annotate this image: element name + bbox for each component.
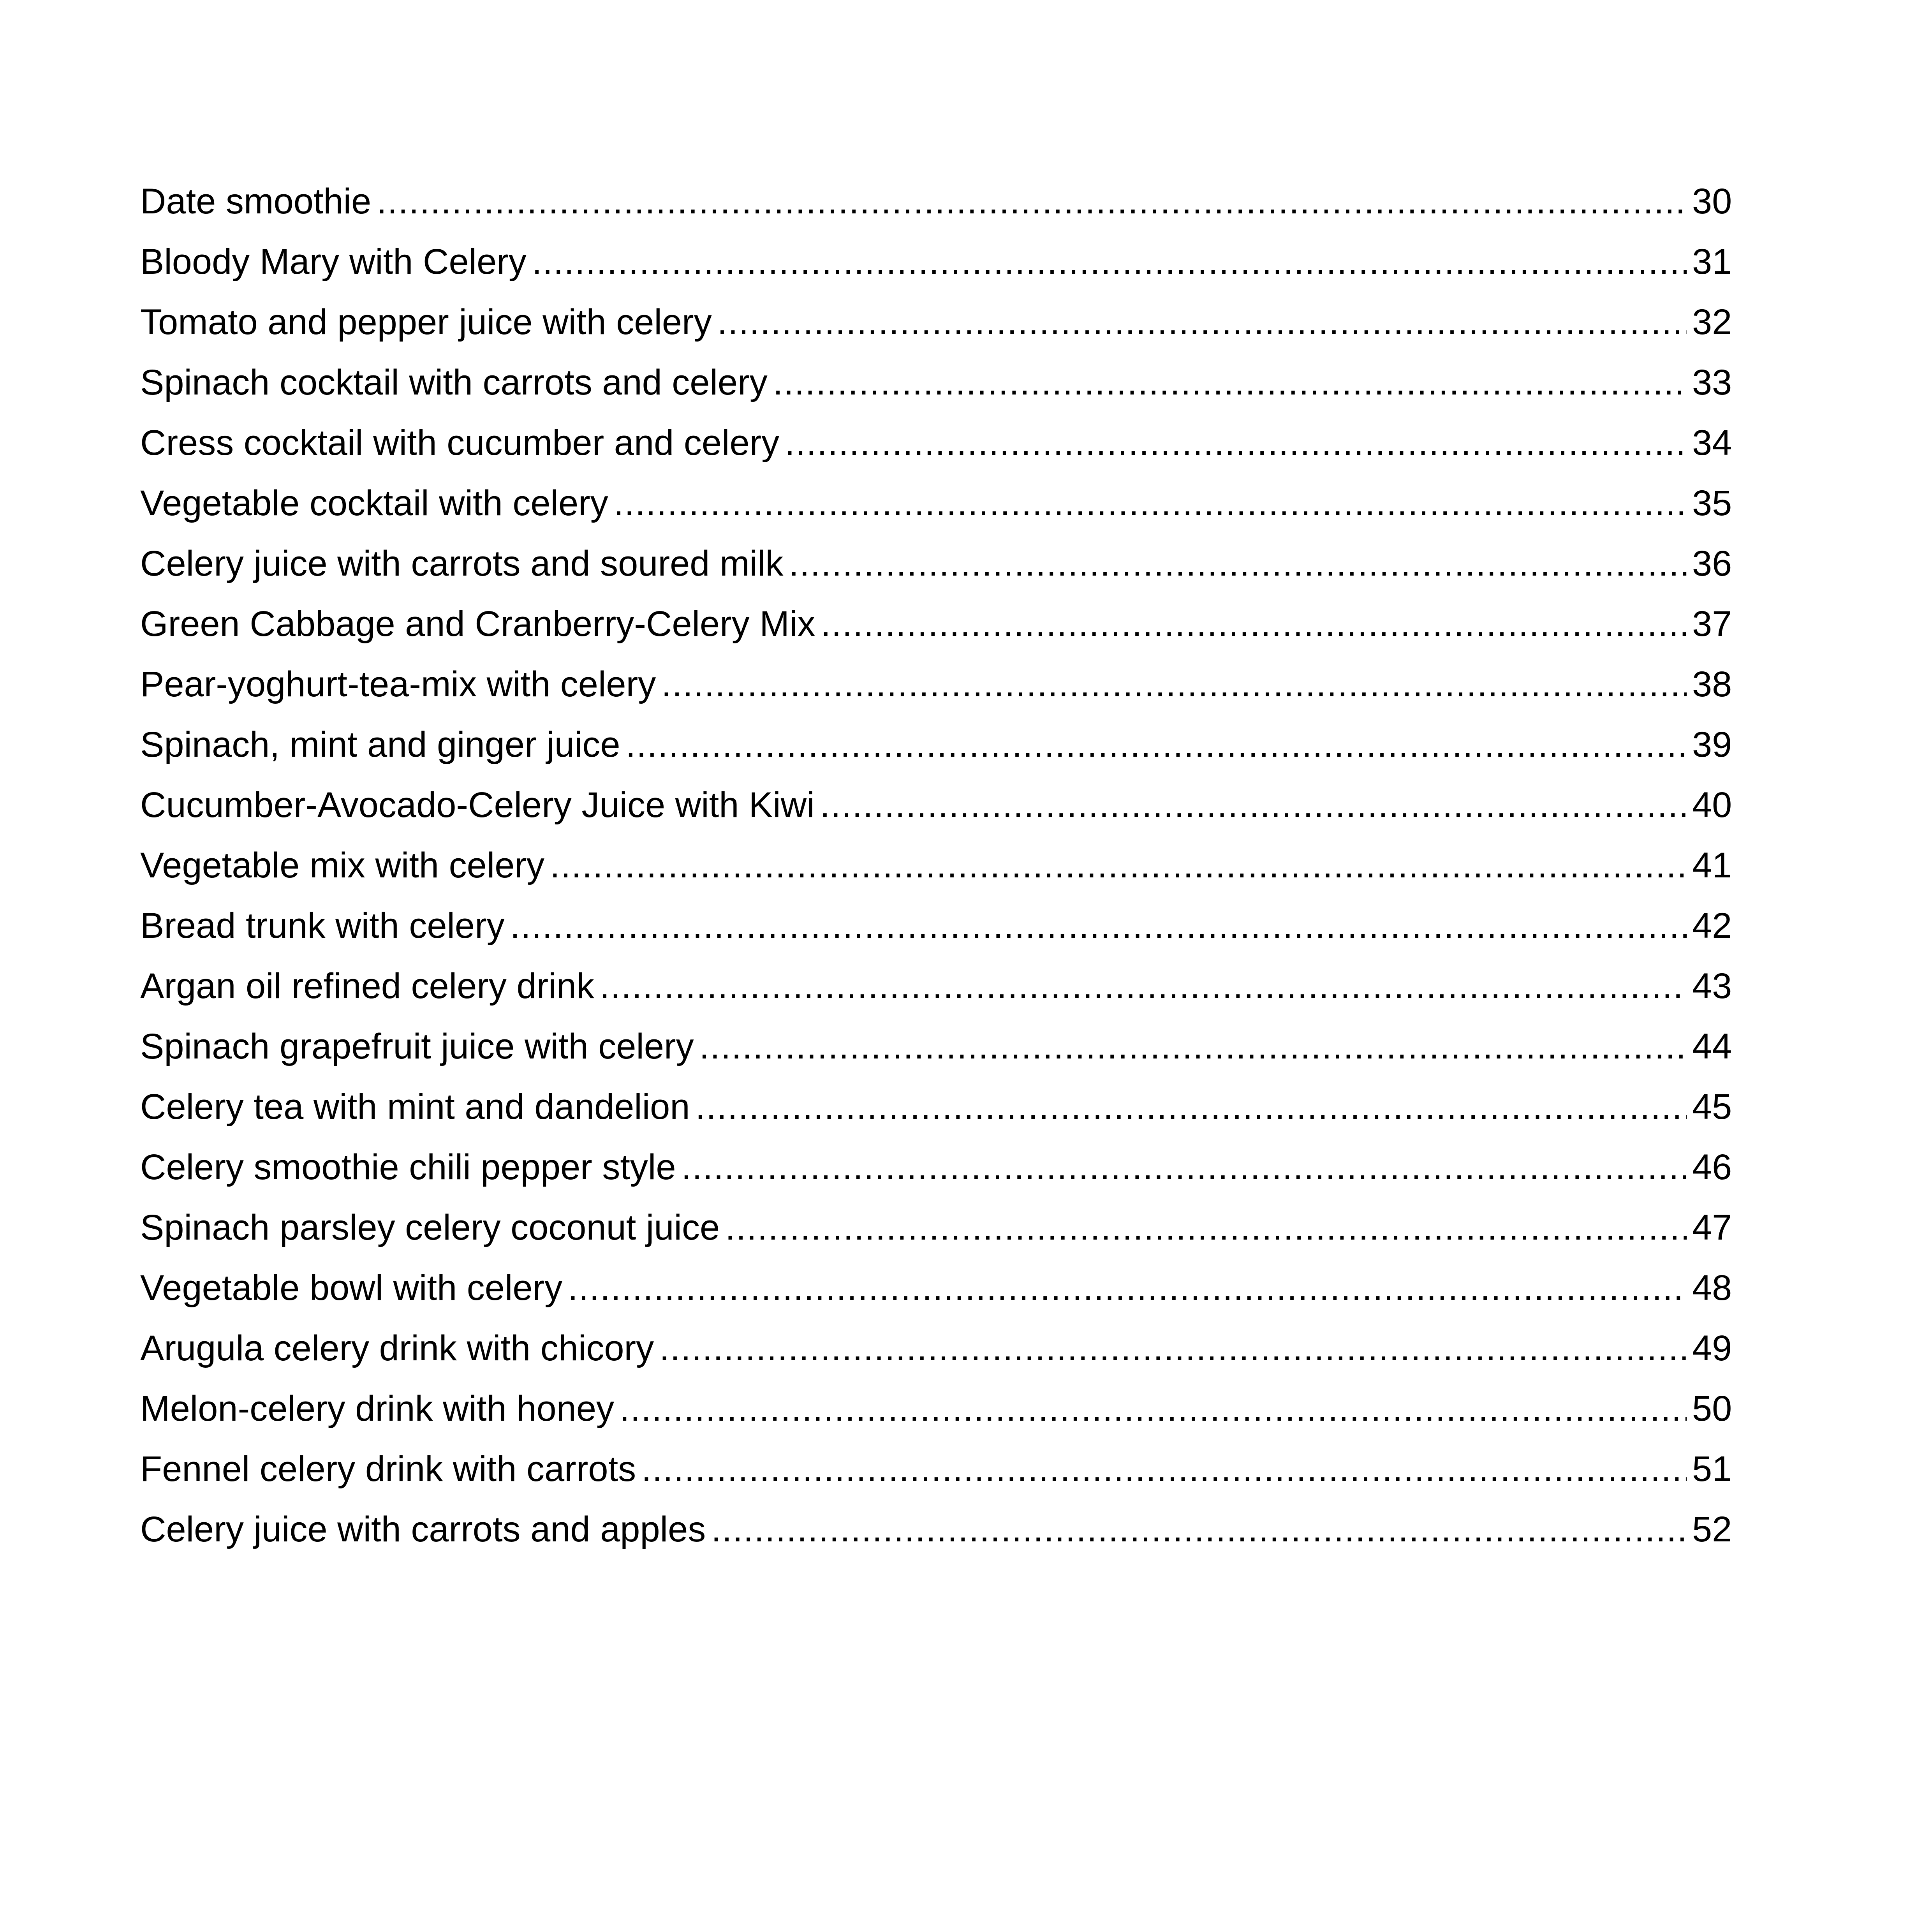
toc-entry-title: Date smoothie: [140, 181, 372, 221]
toc-entry[interactable]: [140, 413, 1733, 473]
toc-entry[interactable]: [140, 654, 1733, 715]
dot-leader: [620, 1379, 1687, 1439]
dot-leader: [699, 1016, 1687, 1077]
toc-entry-page-number: 33: [1692, 363, 1732, 402]
toc-entry-title: Vegetable cocktail with celery: [140, 483, 608, 523]
toc-entry[interactable]: [140, 1379, 1733, 1439]
toc-entry[interactable]: [140, 1016, 1733, 1077]
toc-entry-page-number: 41: [1692, 845, 1732, 885]
toc-entry-page-number: 46: [1692, 1147, 1732, 1187]
toc-entry[interactable]: [140, 292, 1733, 352]
toc-entry-title: Fennel celery drink with carrots: [140, 1449, 636, 1489]
toc-entry-page-number: 47: [1692, 1208, 1732, 1247]
toc-entry-title: Spinach parsley celery coconut juice: [140, 1208, 720, 1247]
dot-leader: [659, 1318, 1687, 1379]
toc-entry[interactable]: [140, 896, 1733, 956]
toc-entry-page-number: 32: [1692, 302, 1732, 342]
toc-entry-title: Vegetable mix with celery: [140, 845, 545, 885]
dot-leader: [717, 292, 1687, 352]
toc-entry-page-number: 36: [1692, 544, 1732, 583]
dot-leader: [614, 473, 1687, 534]
dot-leader: [641, 1439, 1687, 1499]
toc-entry[interactable]: [140, 352, 1733, 413]
dot-leader: [682, 1137, 1687, 1198]
toc-entry-title: Argan oil refined celery drink: [140, 966, 594, 1006]
toc-entry-title: Melon-celery drink with honey: [140, 1389, 614, 1428]
toc-entry[interactable]: [140, 232, 1733, 292]
toc-entry[interactable]: [140, 1198, 1733, 1258]
dot-leader: [725, 1198, 1687, 1258]
toc-entry-title: Green Cabbage and Cranberry-Celery Mix: [140, 604, 815, 644]
toc-entry[interactable]: [140, 171, 1733, 232]
toc-entry[interactable]: [140, 1439, 1733, 1499]
toc-entry-page-number: 50: [1692, 1389, 1732, 1428]
dot-leader: [821, 594, 1687, 654]
dot-leader: [789, 534, 1687, 594]
toc-entry[interactable]: [140, 594, 1733, 654]
toc-entry-page-number: 42: [1692, 906, 1732, 946]
toc-entry[interactable]: [140, 534, 1733, 594]
toc-entry-title: Spinach grapefruit juice with celery: [140, 1027, 694, 1066]
toc-entry[interactable]: [140, 1499, 1733, 1560]
dot-leader: [532, 232, 1687, 292]
toc-entry[interactable]: [140, 835, 1733, 896]
dot-leader: [626, 715, 1687, 775]
toc-entry-page-number: 52: [1692, 1509, 1732, 1549]
toc-entry-title: Cucumber-Avocado-Celery Juice with Kiwi: [140, 785, 815, 825]
toc-entry-title: Celery tea with mint and dandelion: [140, 1087, 690, 1127]
toc-entry-title: Bloody Mary with Celery: [140, 242, 527, 282]
dot-leader: [600, 956, 1687, 1016]
dot-leader: [550, 835, 1687, 896]
toc-entry-page-number: 49: [1692, 1328, 1732, 1368]
toc-entry-title: Pear-yoghurt-tea-mix with celery: [140, 664, 656, 704]
toc-entry-page-number: 34: [1692, 423, 1732, 463]
dot-leader: [510, 896, 1687, 956]
toc-entry-title: Spinach, mint and ginger juice: [140, 725, 620, 764]
table-of-contents: [140, 171, 1733, 1560]
toc-entry-title: Cress cocktail with cucumber and celery: [140, 423, 780, 463]
toc-entry-page-number: 51: [1692, 1449, 1732, 1489]
toc-entry[interactable]: [140, 1318, 1733, 1379]
toc-entry[interactable]: [140, 1077, 1733, 1137]
toc-entry-page-number: 43: [1692, 966, 1732, 1006]
dot-leader: [696, 1077, 1687, 1137]
toc-entry[interactable]: [140, 1137, 1733, 1198]
toc-entry[interactable]: [140, 775, 1733, 835]
dot-leader: [820, 775, 1687, 835]
toc-entry[interactable]: [140, 956, 1733, 1016]
toc-entry-title: Vegetable bowl with celery: [140, 1268, 563, 1308]
toc-entry-page-number: 39: [1692, 725, 1732, 764]
toc-entry-title: Tomato and pepper juice with celery: [140, 302, 712, 342]
toc-entry-title: Arugula celery drink with chicory: [140, 1328, 654, 1368]
toc-entry-page-number: 30: [1692, 181, 1732, 221]
toc-entry-title: Bread trunk with celery: [140, 906, 505, 946]
dot-leader: [773, 352, 1687, 413]
dot-leader: [377, 171, 1687, 232]
toc-entry[interactable]: [140, 715, 1733, 775]
toc-entry-page-number: 37: [1692, 604, 1732, 644]
toc-entry-page-number: 35: [1692, 483, 1732, 523]
toc-entry[interactable]: [140, 473, 1733, 534]
toc-entry-page-number: 45: [1692, 1087, 1732, 1127]
toc-entry-title: Celery smoothie chili pepper style: [140, 1147, 676, 1187]
toc-entry-page-number: 31: [1692, 242, 1732, 282]
toc-entry-page-number: 48: [1692, 1268, 1732, 1308]
dot-leader: [785, 413, 1687, 473]
dot-leader: [711, 1499, 1687, 1560]
toc-entry-title: Celery juice with carrots and apples: [140, 1509, 706, 1549]
dot-leader: [568, 1258, 1687, 1318]
dot-leader: [661, 654, 1687, 715]
toc-entry-title: Celery juice with carrots and soured milk: [140, 544, 784, 583]
toc-entry-page-number: 38: [1692, 664, 1732, 704]
toc-entry[interactable]: [140, 1258, 1733, 1318]
toc-entry-page-number: 44: [1692, 1027, 1732, 1066]
toc-entry-page-number: 40: [1692, 785, 1732, 825]
toc-entry-title: Spinach cocktail with carrots and celery: [140, 363, 768, 402]
